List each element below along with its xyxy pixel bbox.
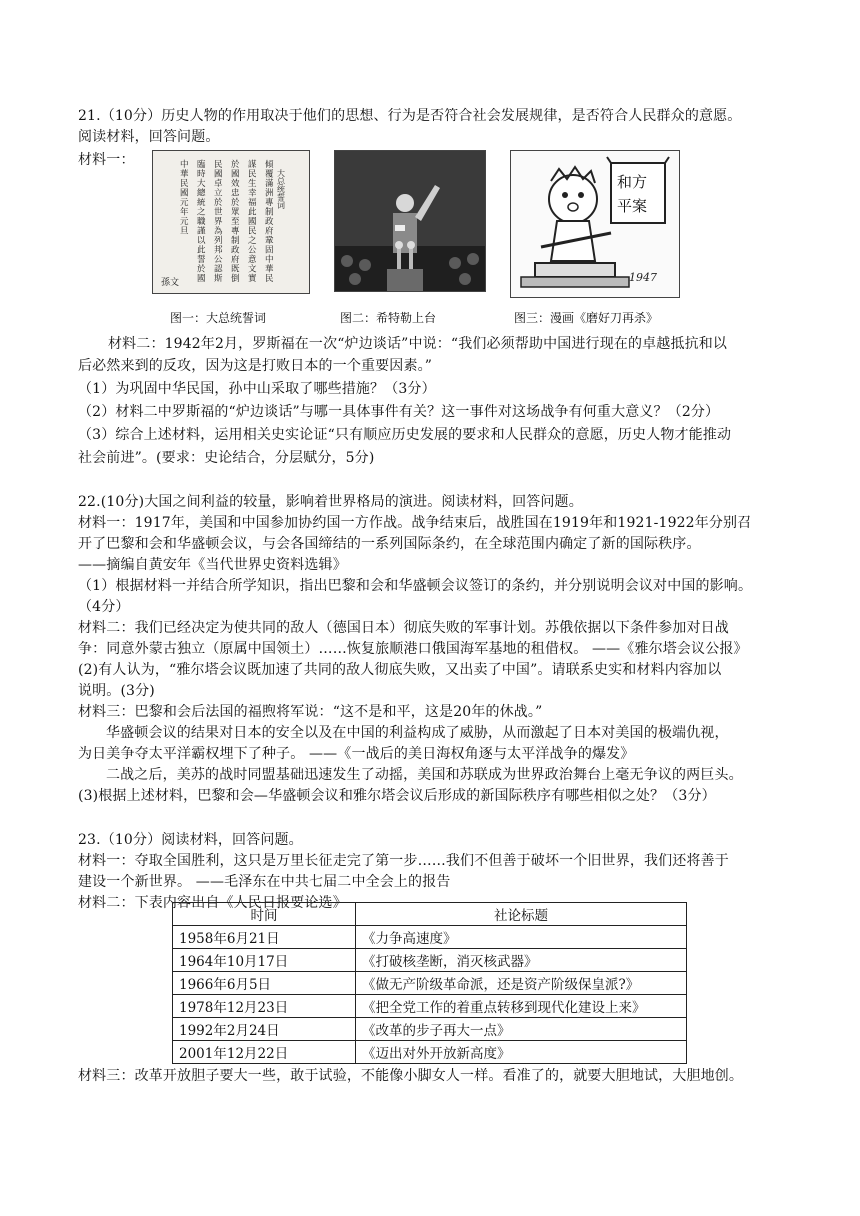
figure-2-caption: 图二：希特勒上台 (340, 311, 437, 325)
q23-line: 材料一：夺取全国胜利，这只是万里长征走完了第一步……我们不但善于破坏一个旧世界，我们还将善于 (78, 853, 729, 869)
fig1-manuscript-column: 傾覆滿洲專制政府鞏固中華民 (265, 160, 274, 284)
table-row (173, 995, 687, 1018)
fig1-manuscript-column: 於國效忠於眾至專制政府既倒 (231, 160, 240, 284)
table-cell-title: 《打破核垄断，消灭核武器》 (356, 949, 687, 972)
table-cell-title: 《做无产阶级革命派，还是资产阶级保皇派?》 (356, 972, 687, 995)
q22-line: 华盛顿会议的结果对日本的安全以及在中国的利益构成了威胁，从而激起了日本对美国的极端仇视， (106, 725, 729, 741)
table-cell-date: 1978年12月23日 (173, 995, 356, 1018)
table-cell-date: 1992年2月24日 (173, 1018, 356, 1041)
table-cell-date: 1964年10月17日 (173, 949, 356, 972)
q22-line: （1）根据材料一并结合所学知识，指出巴黎和会和华盛顿会议签订的条约，并分别说明会议对中国的影响。 (78, 578, 753, 594)
table-cell-date: 2001年12月22日 (173, 1041, 356, 1064)
table-cell-title: 《迈出对外开放新高度》 (356, 1041, 687, 1064)
table-header-date: 时间 (173, 903, 356, 926)
q22-line: (3)根据上述材料，巴黎和会—华盛顿会议和雅尔塔会议后形成的新国际秩序有哪些相似之处？（3分） (78, 788, 716, 804)
q23-line: 材料二：下表内容出自《人民日报要论选》 (78, 895, 347, 911)
q22-line: 争：同意外蒙古独立（原属中国领土）……恢复旅顺港口俄国海军基地的租借权。 ——《雅尔塔会议公报》 (78, 641, 748, 657)
table-cell-date: 1958年6月21日 (173, 926, 356, 949)
table-cell-title: 《把全党工作的着重点转移到现代化建设上来》 (356, 995, 687, 1018)
q21-question-1: （1）为巩固中华民国，孙中山采取了哪些措施？（3分） (78, 381, 436, 397)
q22-line: 二战之后，美苏的战时同盟基础迅速发生了动摇，美国和苏联成为世界政治舞台上毫无争议的两巨头。 (106, 767, 743, 783)
q23-line: 建设一个新世界。 ——毛泽东在中共七届二中全会上的报告 (78, 874, 451, 890)
q21-instruction: 阅读材料，回答问题。 (78, 129, 220, 145)
q22-line: 说明。(3分) (78, 683, 155, 699)
q22-line: (2)有人认为，“雅尔塔会议既加速了共同的敌人彻底失败，又出卖了中国”。请联系史实和材料内容加以 (78, 662, 722, 678)
q21-material1-label: 材料一： (78, 152, 135, 168)
fig1-signature: 孫文 (161, 278, 180, 288)
q23-material3: 材料三：改革开放胆子要大一些，敢于试验，不能像小脚女人一样。看准了的，就要大胆地试，大胆地创。 (78, 1068, 744, 1084)
table-cell-title: 《力争高速度》 (356, 926, 687, 949)
table-row (173, 1018, 687, 1041)
q21-question-3b: 社会前进”。(要求：史论结合，分层赋分，5分) (78, 450, 375, 466)
figure-2-photo-image (334, 150, 486, 292)
fig3-sign-text-top: 和方 (617, 173, 648, 191)
figure-3-cartoon-image (510, 150, 680, 298)
table-header-title: 社论标题 (356, 903, 687, 926)
fig1-header-text: 大总统誓词 (276, 169, 286, 209)
q22-line: ——摘编自黄安年《当代世界史资料选辑》 (78, 557, 347, 573)
figure-1-manuscript-image (152, 150, 310, 294)
fig3-year-text: 1947 (629, 271, 657, 284)
q22-line: 22.(10分)大国之间利益的较量，影响着世界格局的演进。阅读材料，回答问题。 (78, 494, 583, 510)
fig1-manuscript-column: 臨時大總統之職謹以此誓於國 (197, 160, 206, 284)
q21-question-3a: （3）综合上述材料，运用相关史实论证“只有顺应历史发展的要求和人民群众的意愿，历史人物才能推动 (78, 427, 732, 443)
table-row (173, 1041, 687, 1064)
q22-line: 材料一：1917年，美国和中国参加协约国一方作战。战争结束后，战胜国在1919年和1921-1922年分别召 (78, 515, 752, 531)
table-header-row (173, 903, 687, 926)
figure-3-caption: 图三：漫画《磨好刀再杀》 (514, 311, 659, 325)
q22-line: （4分） (78, 599, 130, 615)
q23-line: 23.（10分）阅读材料，回答问题。 (78, 832, 303, 848)
q22-line: 为日美争夺太平洋霸权埋下了种子。 ——《一战后的美日海权角逐与太平洋战争的爆发》 (78, 746, 635, 762)
q21-material2-line2: 后必然来到的反攻，因为这是打败日本的一个重要因素。” (78, 358, 433, 374)
fig3-sign-text-bottom: 平案 (617, 197, 648, 215)
q22-line: 材料三：巴黎和会后法国的福煦将军说：“这不是和平，这是20年的休战。” (78, 704, 543, 720)
table-row (173, 926, 687, 949)
q22-line: 开了巴黎和会和华盛顿会议，与会各国缔结的一系列国际条约，在全球范围内确定了新的国际秩序。 (78, 536, 701, 552)
q21-question-2: （2）材料二中罗斯福的“炉边谈话”与哪一具体事件有关？这一事件对这场战争有何重大意义？（2分） (78, 404, 720, 420)
q21-intro: 21.（10分）历史人物的作用取决于他们的思想、行为是否符合社会发展规律，是否符合人民群众的意愿。 (78, 108, 742, 124)
figure-1-caption: 图一：大总统誓词 (170, 311, 267, 325)
fig1-manuscript-column: 謀民生幸福此國民之公意文實 (248, 160, 257, 284)
fig1-manuscript-column: 中華民國元年元旦 (180, 160, 189, 237)
table-cell-date: 1966年6月5日 (173, 972, 356, 995)
table-cell-title: 《改革的步子再大一点》 (356, 1018, 687, 1041)
table-row (173, 972, 687, 995)
editorial-table (172, 902, 687, 1064)
table-row (173, 949, 687, 972)
q22-line: 材料二：我们已经决定为使共同的敌人（德国日本）彻底失败的军事计划。苏俄依据以下条件参加对日战 (78, 620, 729, 636)
q21-material2-line1: 材料二：1942年2月，罗斯福在一次“炉边谈话”中说：“我们必须帮助中国进行现在的卓越抵抗和以 (108, 336, 728, 352)
fig1-manuscript-column: 民國卓立於世界為列邦公認斯 (214, 160, 223, 284)
